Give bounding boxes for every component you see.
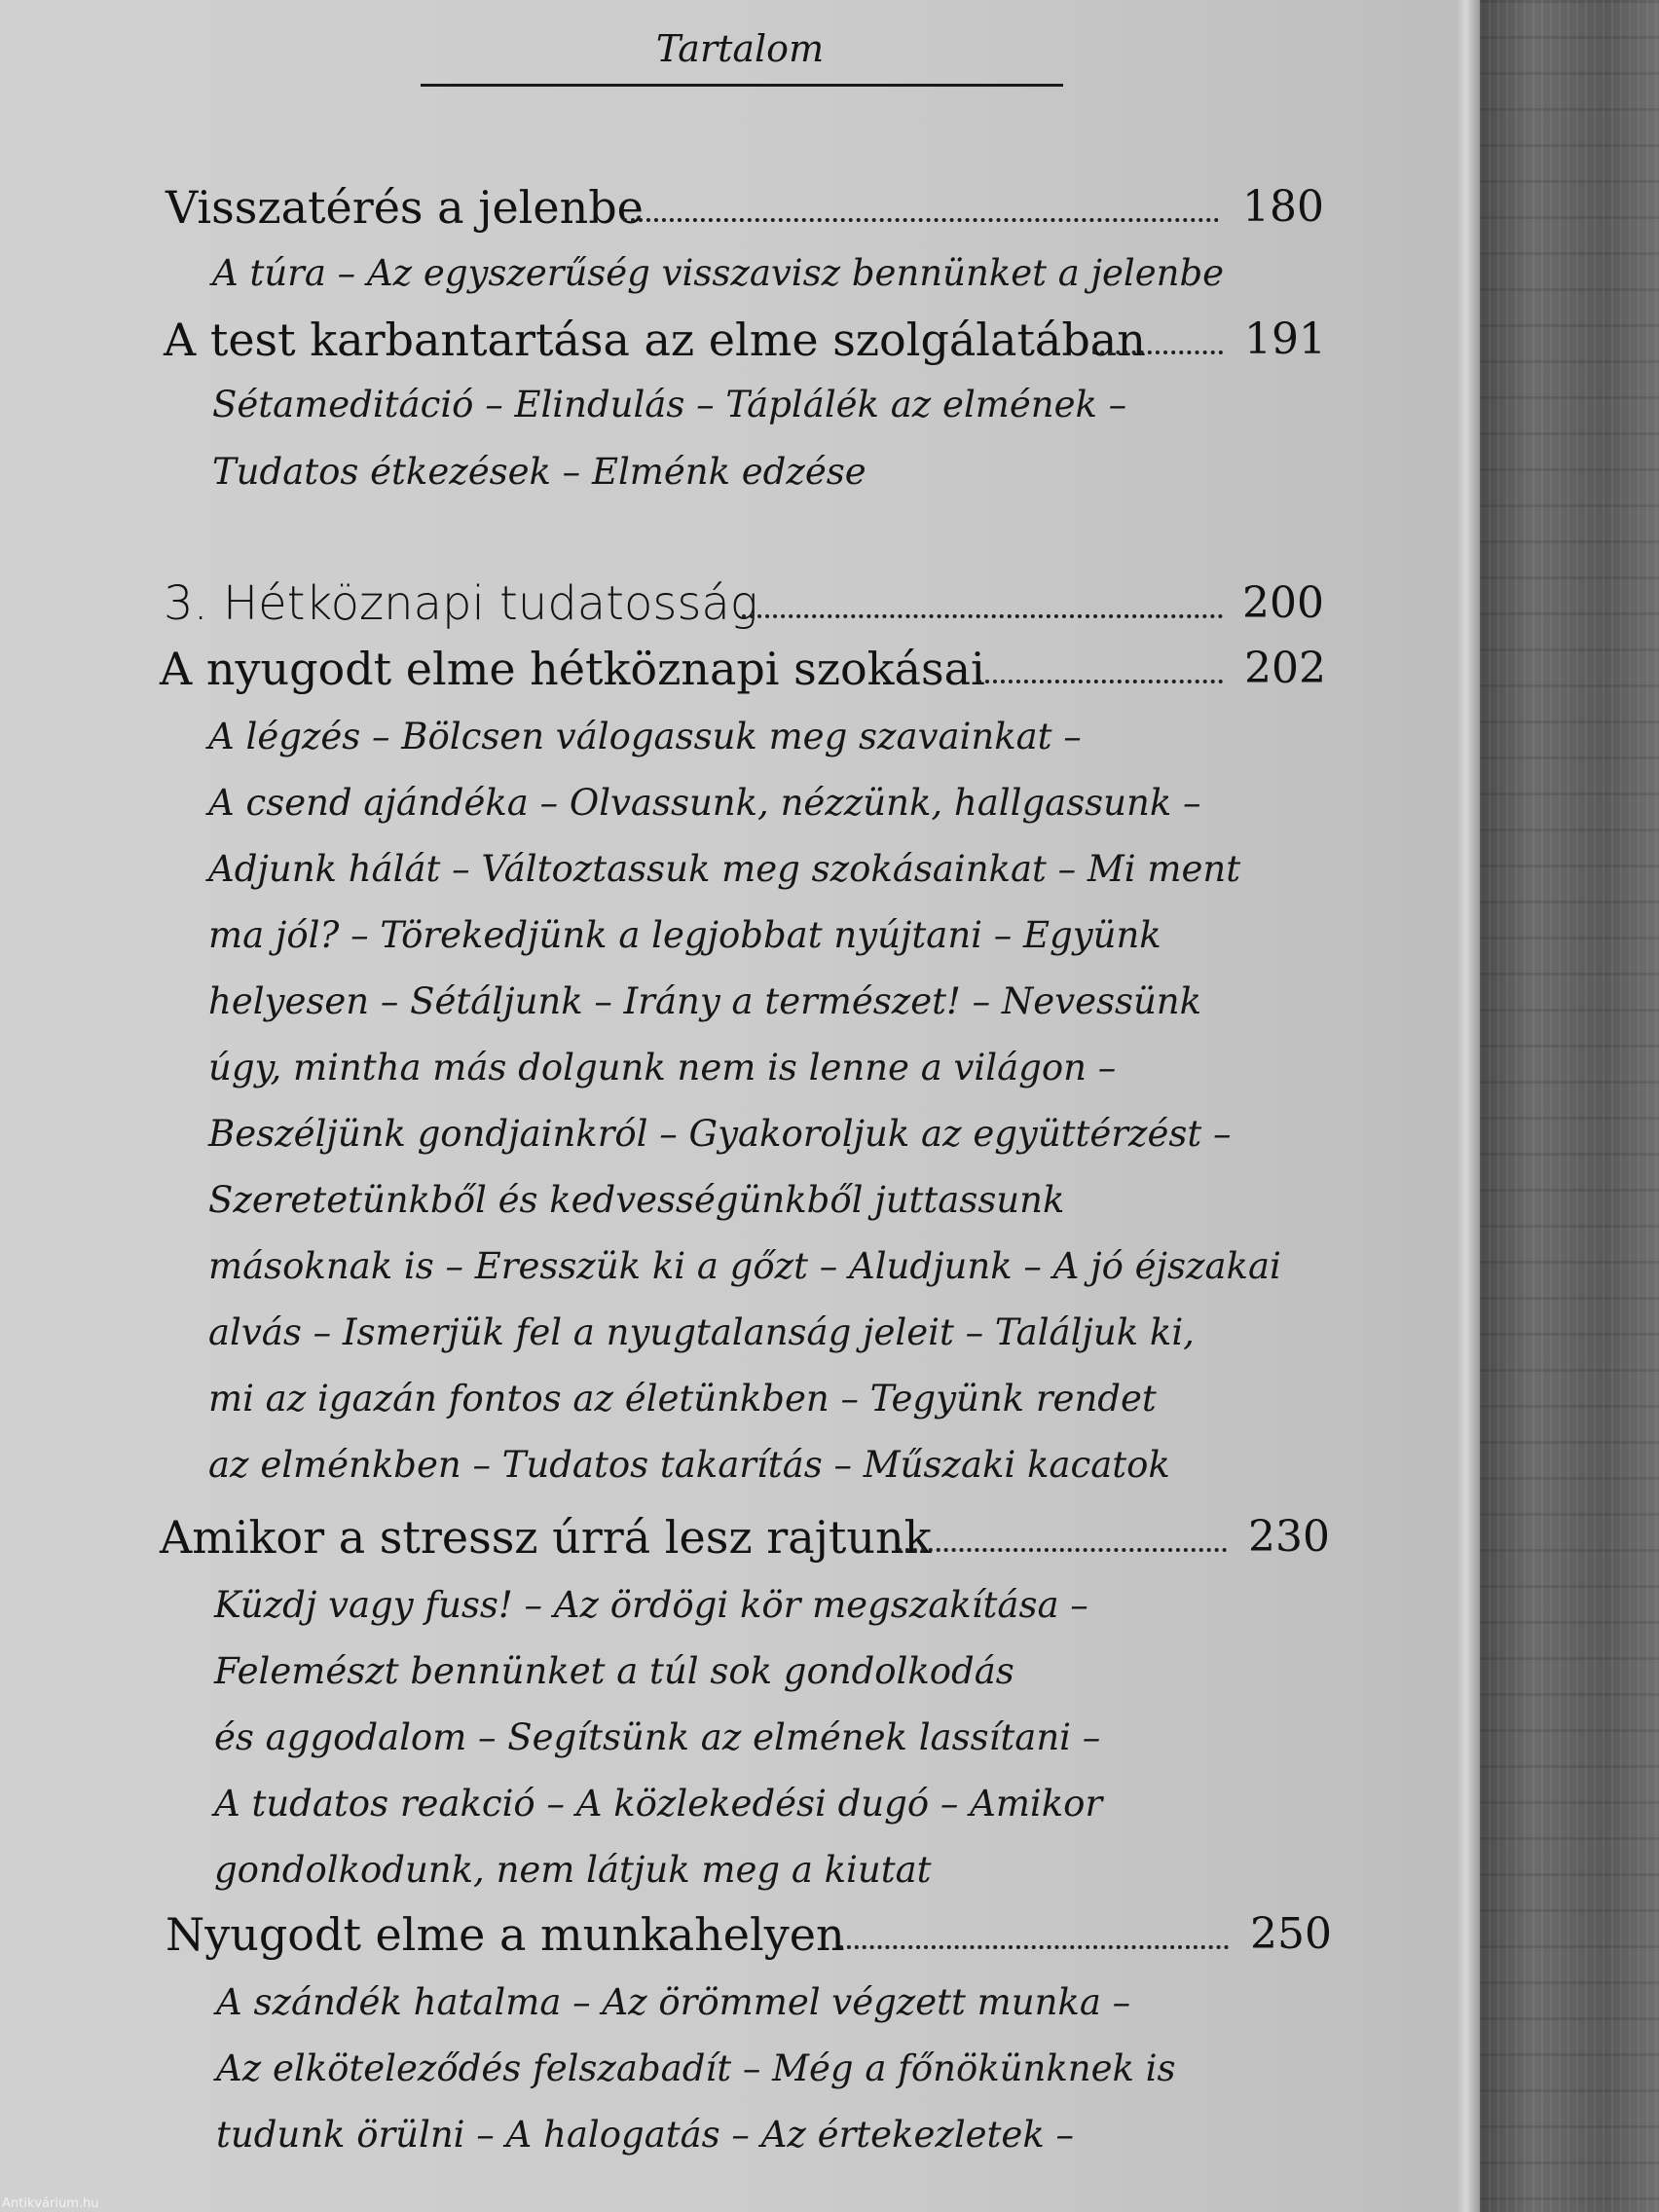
dot-leader: [742, 614, 1223, 618]
toc-subtopic-line: és aggodalom – Segítsünk az elmének lassítani –: [214, 1716, 1101, 1758]
toc-subtopic-line: Szeretetünkből és kedvességünkből juttassunk: [208, 1179, 1065, 1221]
toc-subtopic-line: Sétameditáció – Elindulás – Táplálék az elmének –: [212, 384, 1127, 425]
toc-subtopic-line: Adjunk hálát – Változtassuk meg szokásainkat – Mi ment: [208, 848, 1241, 890]
toc-entry: [0, 635, 1480, 703]
toc-entry: [0, 173, 1480, 241]
toc-page-number: 191: [1244, 314, 1326, 364]
toc-entry-title: Nyugodt elme a munkahelyen: [166, 1908, 845, 1961]
toc-subtopic-line: ma jól? – Törekedjünk a legjobbat nyújtani – Együnk: [208, 914, 1161, 956]
toc-page-number: 230: [1248, 1512, 1330, 1562]
toc-subtopic-line: A légzés – Bölcsen válogassuk meg szavainkat –: [208, 716, 1082, 757]
toc-entry-title: Visszatérés a jelenbe: [166, 181, 644, 234]
toc-page-number: 250: [1250, 1909, 1332, 1959]
toc-entry-title: 3. Hétköznapi tudatosság: [164, 576, 758, 631]
toc-entry: [0, 1900, 1480, 1969]
toc-subtopic-line: A túra – Az egyszerűség visszavisz bennünket a jelenbe: [212, 252, 1225, 294]
toc-subtopic-line: Az elköteleződés felszabadít – Még a főnökünknek is: [216, 2047, 1176, 2089]
toc-entry-title: Amikor a stressz úrrá lesz rajtunk: [160, 1511, 932, 1564]
toc-subtopic-line: tudunk örülni – A halogatás – Az értekezletek –: [216, 2114, 1075, 2156]
dot-leader: [898, 1548, 1227, 1552]
wooden-surface: [1480, 0, 1659, 2212]
toc-entry: [0, 306, 1480, 374]
toc-subtopic-line: úgy, mintha más dolgunk nem is lenne a világon –: [208, 1047, 1117, 1088]
dot-leader: [1092, 350, 1223, 354]
toc-subtopic-line: gondolkodunk, nem látjuk meg a kiutat: [214, 1849, 932, 1891]
watermark-credit: Antikvárium.hu: [2, 2196, 99, 2211]
toc-entry-title: A test karbantartása az elme szolgálatában: [164, 313, 1146, 366]
toc-subtopic-line: alvás – Ismerjük fel a nyugtalanság jeleit – Találjuk ki,: [208, 1311, 1195, 1353]
header-rule: [421, 84, 1063, 87]
toc-subtopic-line: Felemészt bennünket a túl sok gondolkodás: [214, 1650, 1014, 1692]
dot-leader: [623, 218, 1219, 222]
toc-subtopic-line: másoknak is – Eresszük ki a gőzt – Aludjunk – A jó éjszakai: [208, 1245, 1281, 1287]
toc-subtopic-line: A csend ajándéka – Olvassunk, nézzünk, hallgassunk –: [208, 782, 1201, 824]
toc-page-number: 202: [1244, 644, 1326, 693]
toc-subtopic-line: helyesen – Sétáljunk – Irány a természet! – Nevessünk: [208, 980, 1202, 1022]
dot-leader: [839, 1945, 1229, 1949]
toc-entry-title: A nyugodt elme hétköznapi szokásai: [160, 643, 985, 695]
toc-subtopic-line: Tudatos étkezések – Elménk edzése: [212, 451, 866, 493]
toc-subtopic-line: mi az igazán fontos az életünkben – Tegyünk rendet: [208, 1378, 1157, 1419]
toc-subtopic-line: A tudatos reakció – A közlekedési dugó – Amikor: [214, 1783, 1103, 1825]
toc-entry: [0, 1503, 1480, 1571]
toc-section-heading: [0, 570, 1480, 638]
toc-subtopic-line: Beszéljünk gondjainkról – Gyakoroljuk az együttérzést –: [208, 1113, 1232, 1155]
toc-subtopic-line: A szándék hatalma – Az örömmel végzett munka –: [216, 1981, 1131, 2023]
toc-subtopic-line: az elménkben – Tudatos takarítás – Műszaki kacatok: [208, 1444, 1170, 1486]
toc-page-number: 200: [1242, 578, 1324, 628]
toc-page-number: 180: [1242, 182, 1324, 232]
running-head: Tartalom: [655, 27, 825, 70]
toc-subtopic-line: Küzdj vagy fuss! – Az ördögi kör megszakítása –: [214, 1584, 1088, 1626]
dot-leader: [977, 680, 1223, 683]
